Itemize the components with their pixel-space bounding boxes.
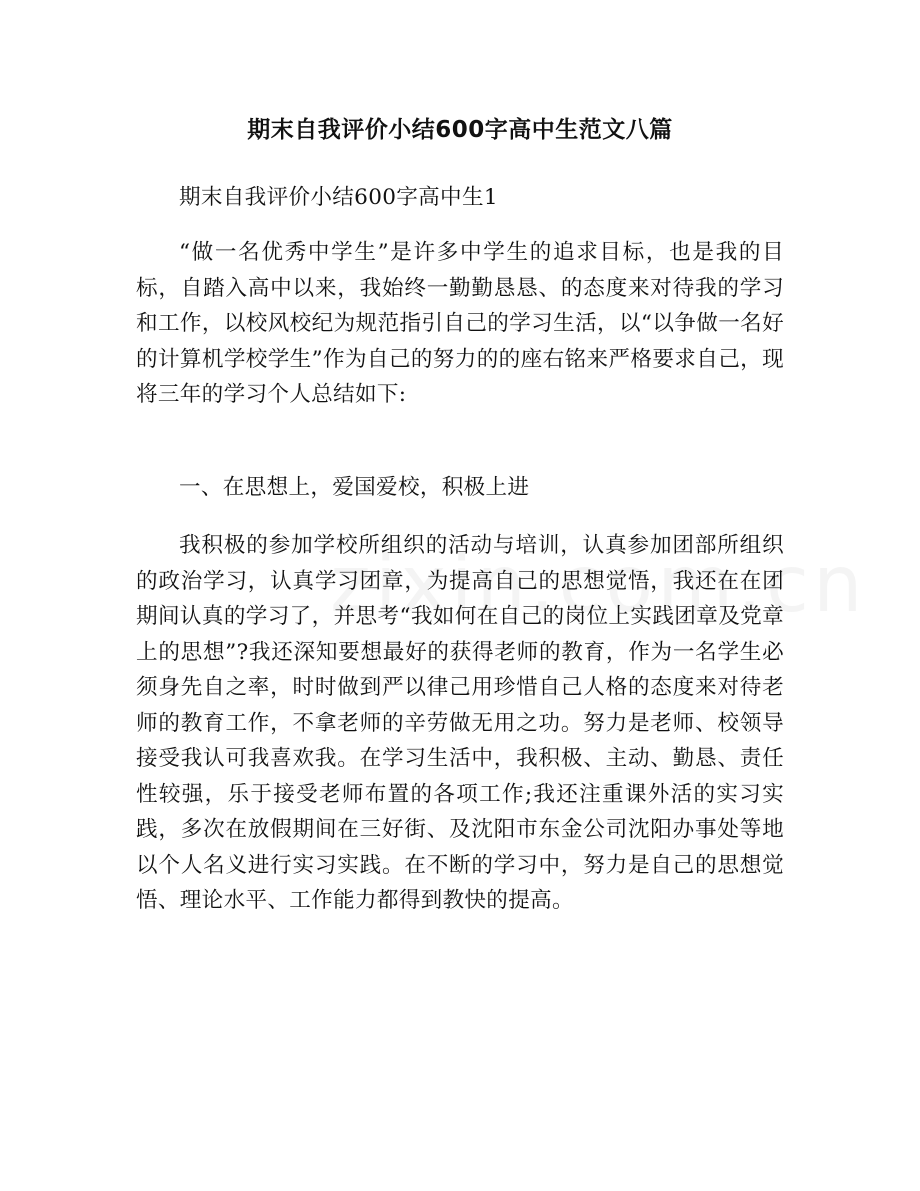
document-title: 期末自我评价小结600字高中生范文八篇 xyxy=(247,117,673,143)
section-heading-thought-text: 一、在思想上，爱国爱校，积极上进 xyxy=(179,475,530,500)
section-title xyxy=(136,180,784,216)
paragraph-intro-text: “做一名优秀中学生”是许多中学生的追求目标，也是我的目标，自踏入高中以来，我始终一勤勤恳恳、的态度来对待我的学习和工作，以校风校纪为规范指引自己的学习生活，以“以争做一名好的计算机学校学生”作为自己的努力的的座右铭来严格要求自己，现将三年的学习个人总结如下: xyxy=(136,240,784,407)
section-heading-thought xyxy=(136,470,784,506)
paragraph-thought-text: 我积极的参加学校所组织的活动与培训，认真参加团部所组织的政治学习，认真学习团章，为提高自己的思想觉悟，我还在在团期间认真的学习了，并思考“我如何在自己的岗位上实践团章及党章上的思想”?我还深知要想最好的获得老师的教育，作为一名学生必须身先自之率，时时做到严以律己用珍惜自己人格的态度来对待老师的教育工作，不拿老师的辛劳做无用之功。努力是老师、校领导接受我认可我喜欢我。在学习生活中，我积极、主动、勤恳、责任性较强，乐于接受老师布置的各项工作;我还注重课外活的实习实践，多次在放假期间在三好街、及沈阳市东金公司沈阳办事处等地以个人名义进行实习实践。在不断的学习中，努力是自己的思想觉悟、理论水平、工作能力都得到教快的提高。 xyxy=(136,533,784,913)
paragraph-intro xyxy=(136,235,784,413)
section-title-text: 期末自我评价小结600字高中生1 xyxy=(179,185,498,210)
paragraph-thought xyxy=(136,528,784,919)
